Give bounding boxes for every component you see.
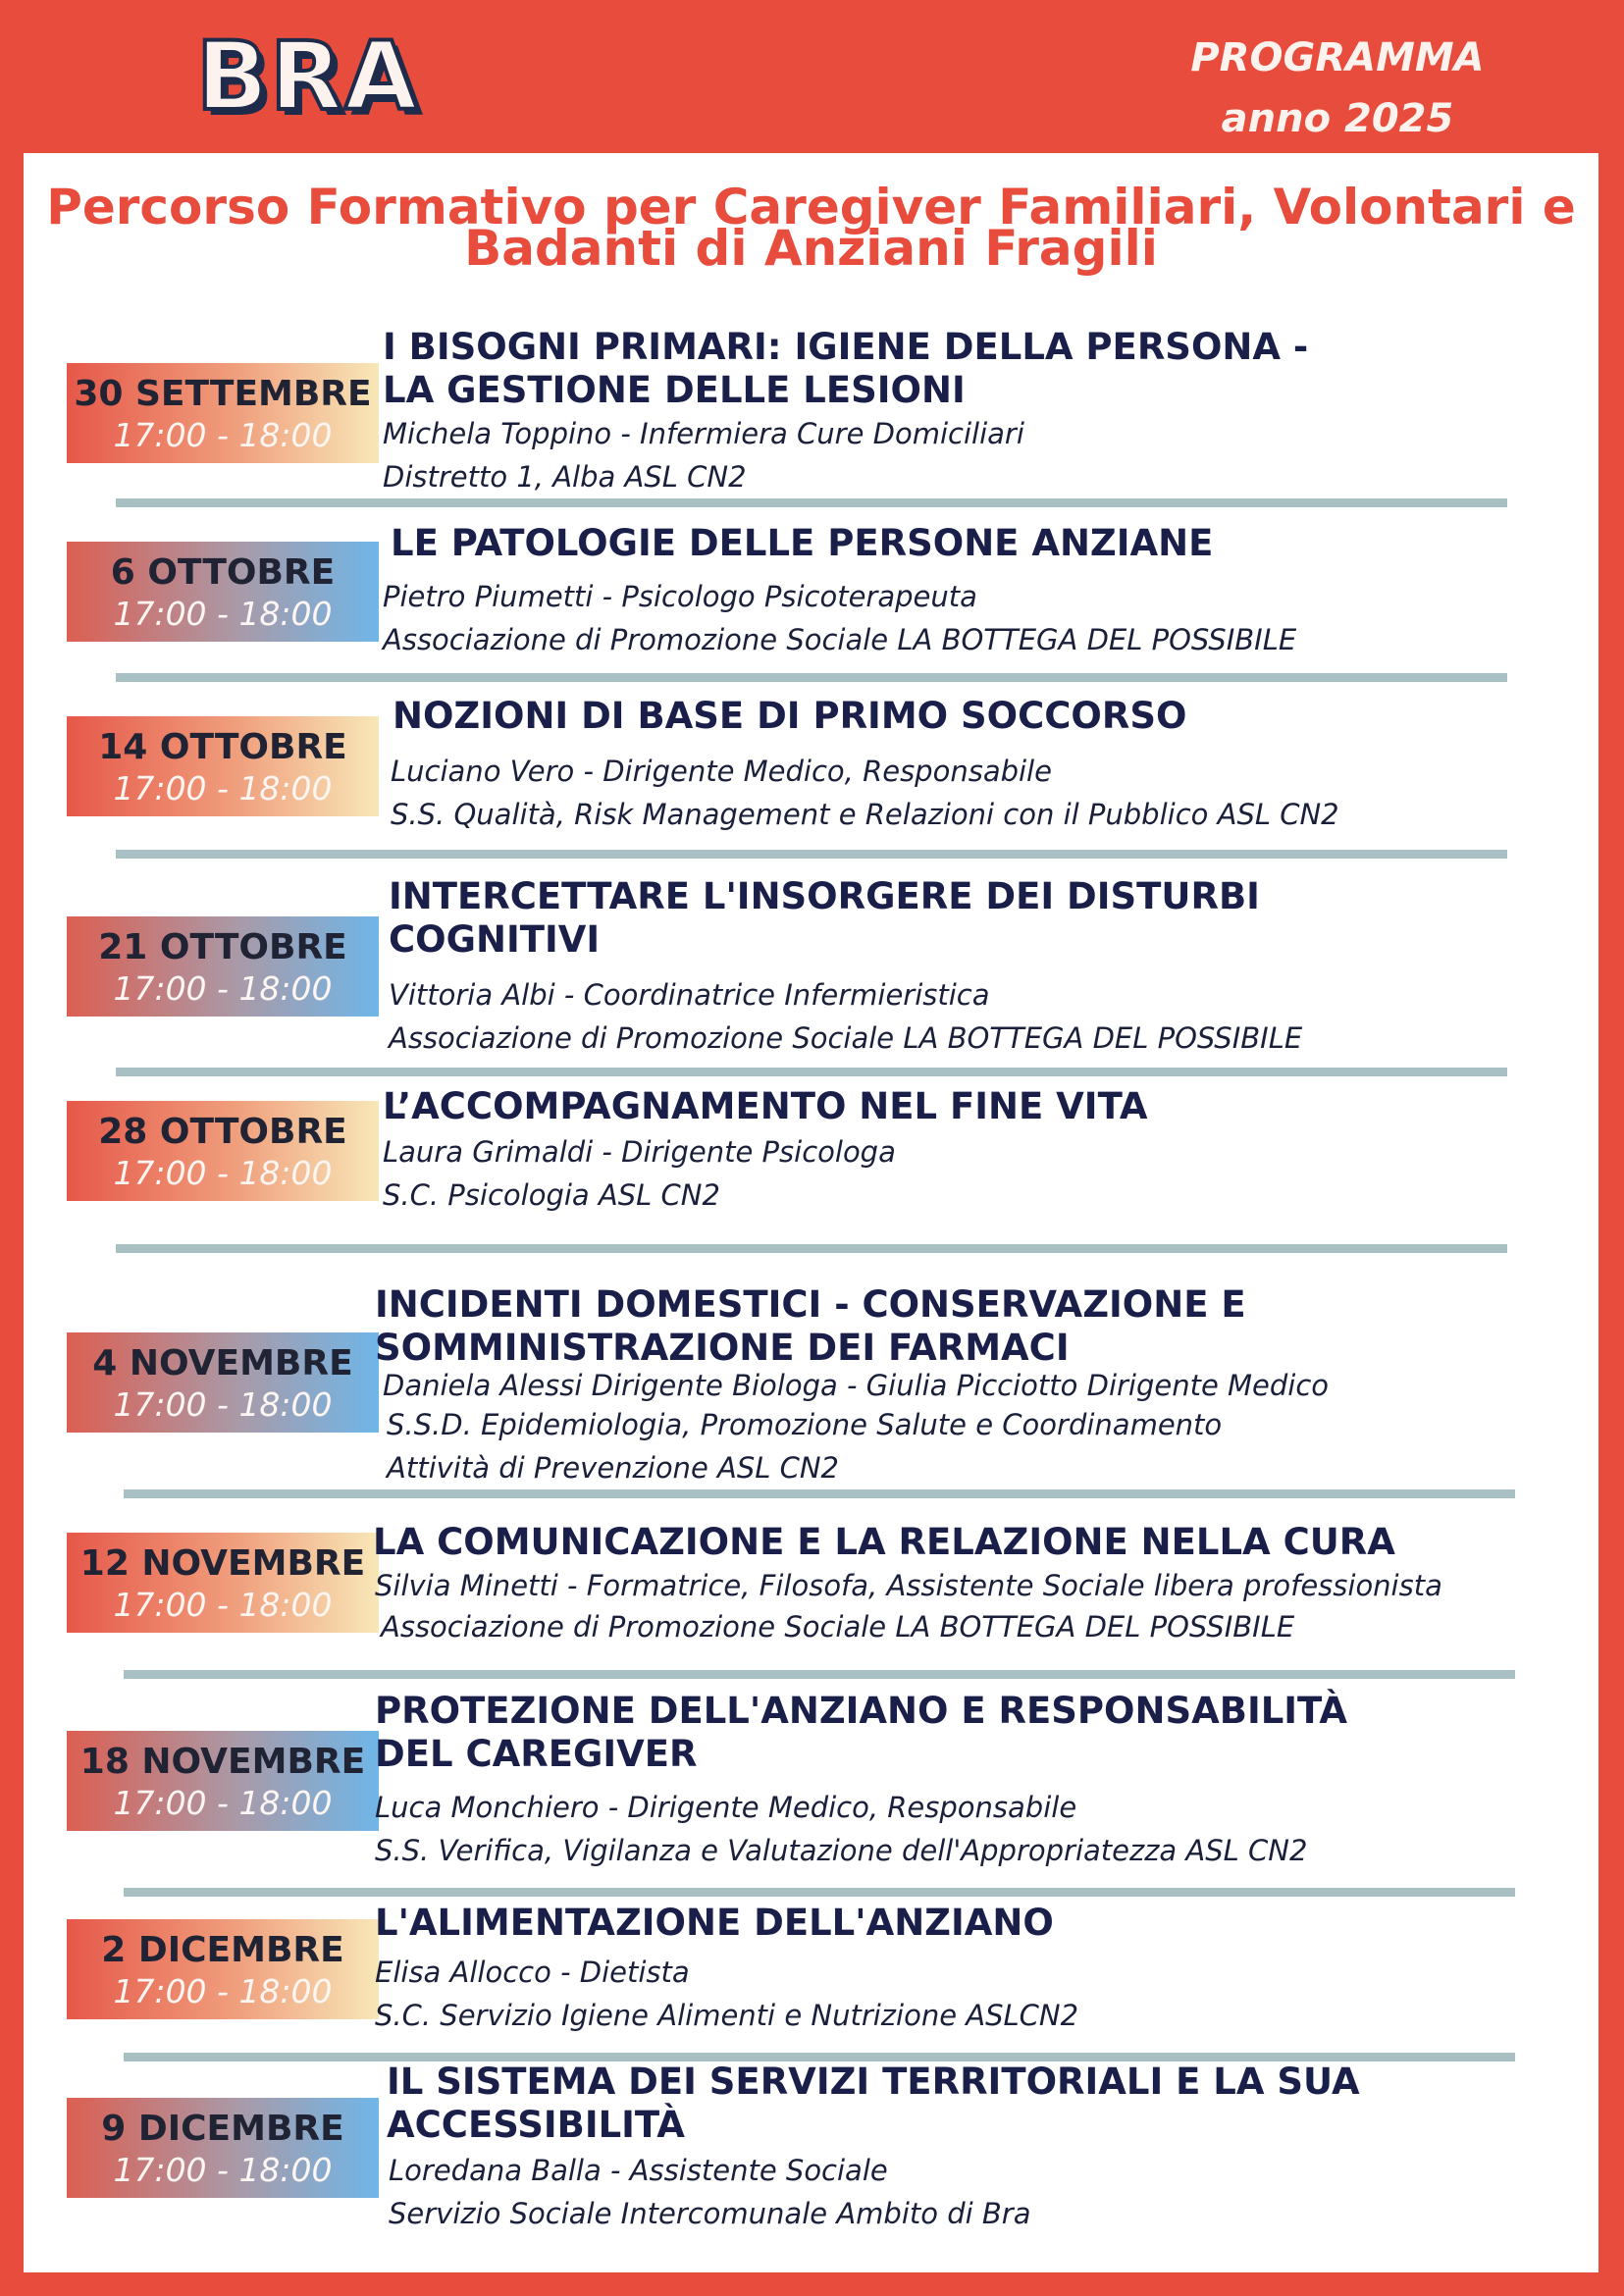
session-time: 17:00 - 18:00 [113,1385,333,1424]
session-date-badge [67,716,379,816]
session-time: 17:00 - 18:00 [113,595,333,633]
session-title-line-2: COGNITIVI [389,918,601,961]
session-speaker: Elisa Allocco - Dietista [375,1956,690,1989]
session-time: 17:00 - 18:00 [113,1586,333,1624]
page-title [24,179,1598,277]
page-title-line-2: Badanti di Anziani Fragili [464,220,1158,277]
session-date: 6 OTTOBRE [110,552,336,593]
session-date: 30 SETTEMBRE [74,374,372,414]
session-title-line-2: ACCESSIBILITÀ [387,2104,685,2146]
session-affiliation-cont: Attività di Prevenzione ASL CN2 [387,1451,840,1485]
session-date-badge [67,1731,379,1831]
session-time: 17:00 - 18:00 [113,416,333,454]
session-speaker: Luca Monchiero - Dirigente Medico, Responsabile [375,1791,1077,1824]
session-title-line-2: DEL CAREGIVER [375,1733,698,1775]
session-date-badge [67,1919,379,2019]
session-date: 14 OTTOBRE [98,727,347,767]
program-panel [24,153,1598,2272]
divider [116,1244,1507,1253]
session-affiliation: S.S. Verifica, Vigilanza e Valutazione dell'Appropriatezza ASL CN2 [375,1834,1308,1867]
session-time: 17:00 - 18:00 [113,969,333,1008]
session-date: 2 DICEMBRE [101,1930,344,1970]
session-title [375,1283,1246,1370]
session-title [383,326,1308,412]
session-title-line-1: L'ALIMENTAZIONE DELL'ANZIANO [375,1902,1054,1944]
session-title-line-1: I BISOGNI PRIMARI: IGIENE DELLA PERSONA - [383,326,1309,368]
session-title-line-1: INCIDENTI DOMESTICI - CONSERVAZIONE E [375,1283,1246,1326]
session-title [389,875,1260,962]
session-title [393,695,1186,738]
divider [116,1068,1507,1076]
session-affiliation: S.C. Servizio Igiene Alimenti e Nutrizione ASLCN2 [375,1999,1079,2032]
session-speaker: Vittoria Albi - Coordinatrice Infermieristica [389,978,990,1012]
session-speaker: Michela Toppino - Infermiera Cure Domiciliari [383,417,1024,450]
session-date: 21 OTTOBRE [98,927,347,967]
session-affiliation: S.S.D. Epidemiologia, Promozione Salute e Coordinamento [387,1408,1223,1441]
session-time: 17:00 - 18:00 [113,2151,333,2189]
page-title-line-1: Percorso Formativo per Caregiver Familiari, Volontari e [46,179,1576,235]
session-date-badge [67,1533,379,1633]
session-speaker: Laura Grimaldi - Dirigente Psicologa [383,1135,896,1169]
divider [116,498,1507,507]
session-affiliation: Distretto 1, Alba ASL CN2 [383,460,747,494]
programma-label: PROGRAMMA [1190,35,1485,80]
session-speaker: Loredana Balla - Assistente Sociale [389,2154,888,2187]
session-title-line-1: LE PATOLOGIE DELLE PERSONE ANZIANE [391,522,1214,564]
session-affiliation: Associazione di Promozione Sociale LA BOTTEGA DEL POSSIBILE [381,1610,1295,1644]
session-affiliation: Associazione di Promozione Sociale LA BOTTEGA DEL POSSIBILE [383,623,1297,656]
session-speaker: Pietro Piumetti - Psicologo Psicoterapeuta [383,580,977,613]
session-speaker: Silvia Minetti - Formatrice, Filosofa, Assistente Sociale libera professionista [375,1569,1442,1602]
session-date: 18 NOVEMBRE [79,1742,366,1782]
session-title-line-2: SOMMINISTRAZIONE DEI FARMACI [375,1327,1070,1369]
session-date-badge [67,2098,379,2198]
session-title [383,1085,1148,1128]
session-speaker: Luciano Vero - Dirigente Medico, Responsabile [391,755,1052,788]
session-title [387,2061,1360,2147]
session-affiliation: S.S. Qualità, Risk Management e Relazioni con il Pubblico ASL CN2 [391,798,1339,831]
session-title [375,1902,1054,1945]
session-time: 17:00 - 18:00 [113,1972,333,2010]
session-title-line-1: INTERCETTARE L'INSORGERE DEI DISTURBI [389,875,1260,917]
session-time: 17:00 - 18:00 [113,1784,333,1822]
session-date-badge [67,363,379,463]
session-title [373,1521,1395,1564]
session-date-badge [67,1332,379,1433]
session-date-badge [67,1101,379,1201]
session-date: 28 OTTOBRE [98,1112,347,1152]
session-title-line-1: L’ACCOMPAGNAMENTO NEL FINE VITA [383,1085,1148,1127]
session-title-line-1: IL SISTEMA DEI SERVIZI TERRITORIALI E LA SUA [387,2061,1360,2103]
session-title-line-1: LA COMUNICAZIONE E LA RELAZIONE NELLA CURA [373,1521,1395,1563]
bra-logo: BRA [196,22,420,131]
divider [116,673,1507,682]
divider [124,1670,1515,1679]
session-affiliation: Associazione di Promozione Sociale LA BOTTEGA DEL POSSIBILE [389,1021,1303,1055]
programma-heading [1180,27,1494,149]
session-time: 17:00 - 18:00 [113,769,333,808]
programma-year: anno 2025 [1221,96,1454,141]
divider [124,1489,1515,1498]
session-date: 12 NOVEMBRE [79,1543,366,1584]
session-affiliation: S.C. Psicologia ASL CN2 [383,1178,720,1212]
session-date: 9 DICEMBRE [101,2109,344,2149]
session-speaker: Daniela Alessi Dirigente Biologa - Giulia Picciotto Dirigente Medico [383,1369,1330,1402]
session-time: 17:00 - 18:00 [113,1154,333,1192]
session-title [375,1690,1347,1776]
session-title [391,522,1213,565]
divider [124,1888,1515,1897]
session-title-line-2: LA GESTIONE DELLE LESIONI [383,369,966,411]
session-date: 4 NOVEMBRE [92,1343,353,1383]
session-title-line-1: PROTEZIONE DELL'ANZIANO E RESPONSABILITÀ [375,1690,1348,1732]
session-affiliation: Servizio Sociale Intercomunale Ambito di Bra [389,2197,1031,2230]
session-date-badge [67,542,379,642]
session-date-badge [67,916,379,1017]
session-title-line-1: NOZIONI DI BASE DI PRIMO SOCCORSO [393,695,1187,737]
divider [116,850,1507,859]
